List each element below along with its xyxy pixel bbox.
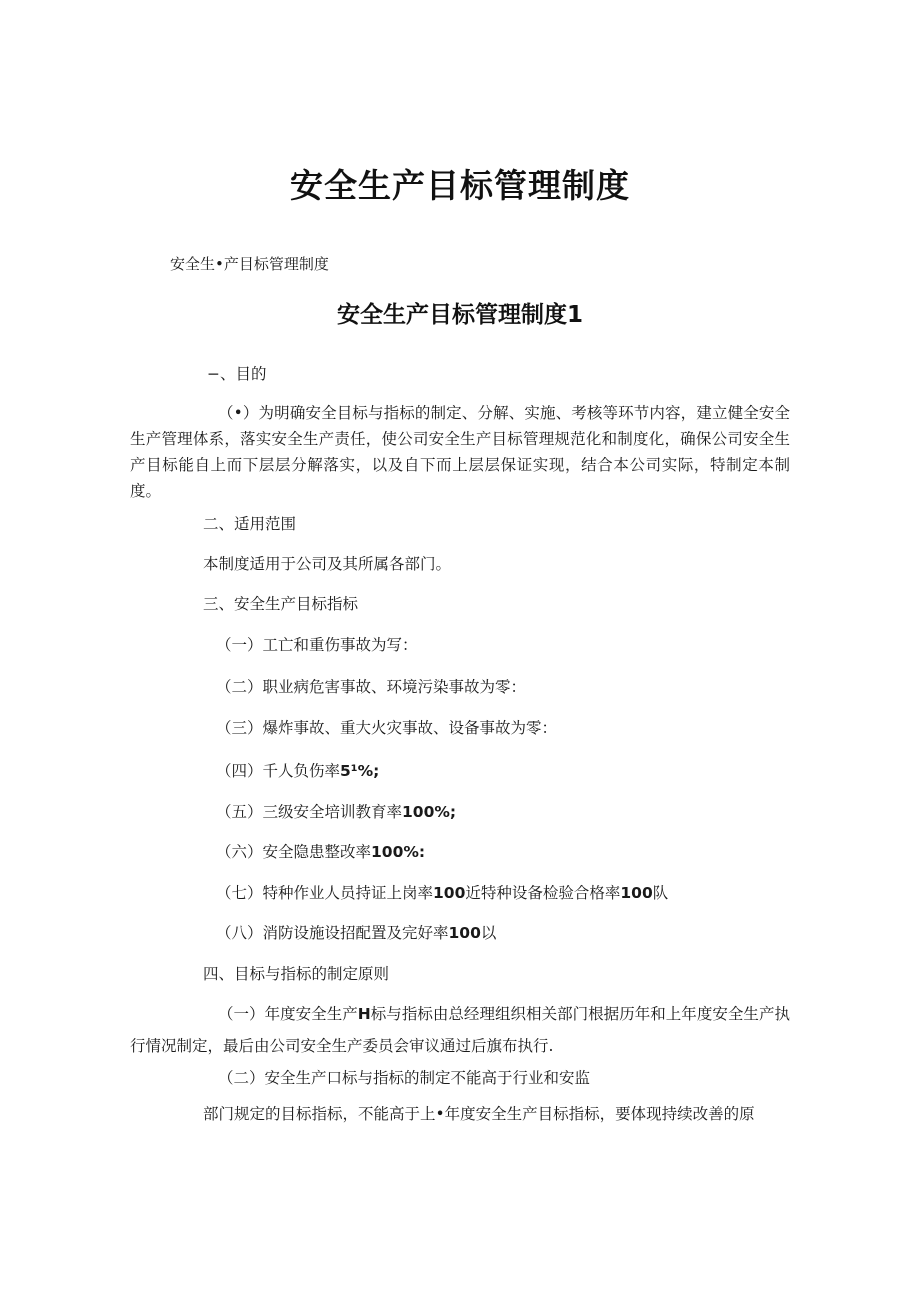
section-4-heading: 四、目标与指标的制定原则 xyxy=(203,965,390,983)
target-item-1: （一）工亡和重伤事故为写： xyxy=(216,636,418,654)
target-item-4 xyxy=(216,759,379,781)
target-item-6-text: （六）安全隐患整改率 xyxy=(216,843,372,861)
target-item-6-value: 100%: xyxy=(371,843,426,861)
section-2-paragraph: 本制度适用于公司及其所属各部门。 xyxy=(203,555,452,573)
target-item-4-value: 5¹%; xyxy=(340,762,380,780)
target-item-2: （二）职业病危害事故、环境污染事故为零： xyxy=(216,678,527,696)
main-title: 安全生产目标管理制度 xyxy=(290,166,630,205)
target-item-7-value-a: 100 xyxy=(433,884,466,902)
section-1-heading: −、目的 xyxy=(207,365,267,383)
target-item-7 xyxy=(216,881,668,903)
target-item-5 xyxy=(216,800,456,822)
target-item-7-text-c: 队 xyxy=(652,884,669,902)
target-item-7-value-b: 100 xyxy=(620,884,653,902)
section-4-paragraph-1-b: 标与指标由总经理组织相关部门根据历年和上年度安全生产执行情况制定，最后由公司安全生产委员会审议通过后旗布执行. xyxy=(130,1005,790,1055)
target-item-7-text-a: （七）特种作业人员持证上岗率 xyxy=(216,884,434,902)
target-item-5-value: 100%; xyxy=(402,803,457,821)
target-item-7-text-b: 近特种设备检验合格率 xyxy=(465,884,621,902)
target-item-8-text-a: （八）消防设施设招配置及完好率 xyxy=(216,924,449,942)
target-item-8 xyxy=(216,921,496,943)
target-item-8-text-b: 以 xyxy=(480,924,497,942)
section-3-heading: 三、安全生产目标指标 xyxy=(203,595,359,613)
section-4-paragraph-2: （二）安全生产口标与指标的制定不能高于行业和安监 xyxy=(218,1069,591,1087)
section-2-heading: 二、适用范围 xyxy=(203,515,297,533)
section-4-paragraph-3: 部门规定的目标指标，不能高于上•年度安全生产目标指标，要体现持续改善的原 xyxy=(203,1105,755,1123)
section-4-paragraph-1-bold: H xyxy=(357,1005,371,1023)
section-1-paragraph: （•）为明确安全目标与指标的制定、分解、实施、考核等环节内容，建立健全安全生产管理体系，落实安全生产责任，使公司安全生产目标管理规范化和制度化，确保公司安全生产目标能自上而下层层分解落实，以及自下而上层层保证实现，结合本公司实际，特制定本制度。 xyxy=(130,404,790,500)
section-4-paragraph-1-a: （一）年度安全生产 xyxy=(218,1005,358,1023)
target-item-4-text: （四）千人负伤率 xyxy=(216,762,341,780)
target-item-3: （三）爆炸事故、重大火灾事故、设备事故为零： xyxy=(216,719,558,737)
target-item-5-text: （五）三级安全培训教育率 xyxy=(216,803,403,821)
target-item-6 xyxy=(216,840,425,862)
target-item-8-value: 100 xyxy=(448,924,481,942)
section-4-paragraph-1 xyxy=(130,998,790,1062)
document-title: 安全生产目标管理制度1 xyxy=(336,302,583,328)
sub-heading: 安全生•产目标管理制度 xyxy=(170,255,329,273)
